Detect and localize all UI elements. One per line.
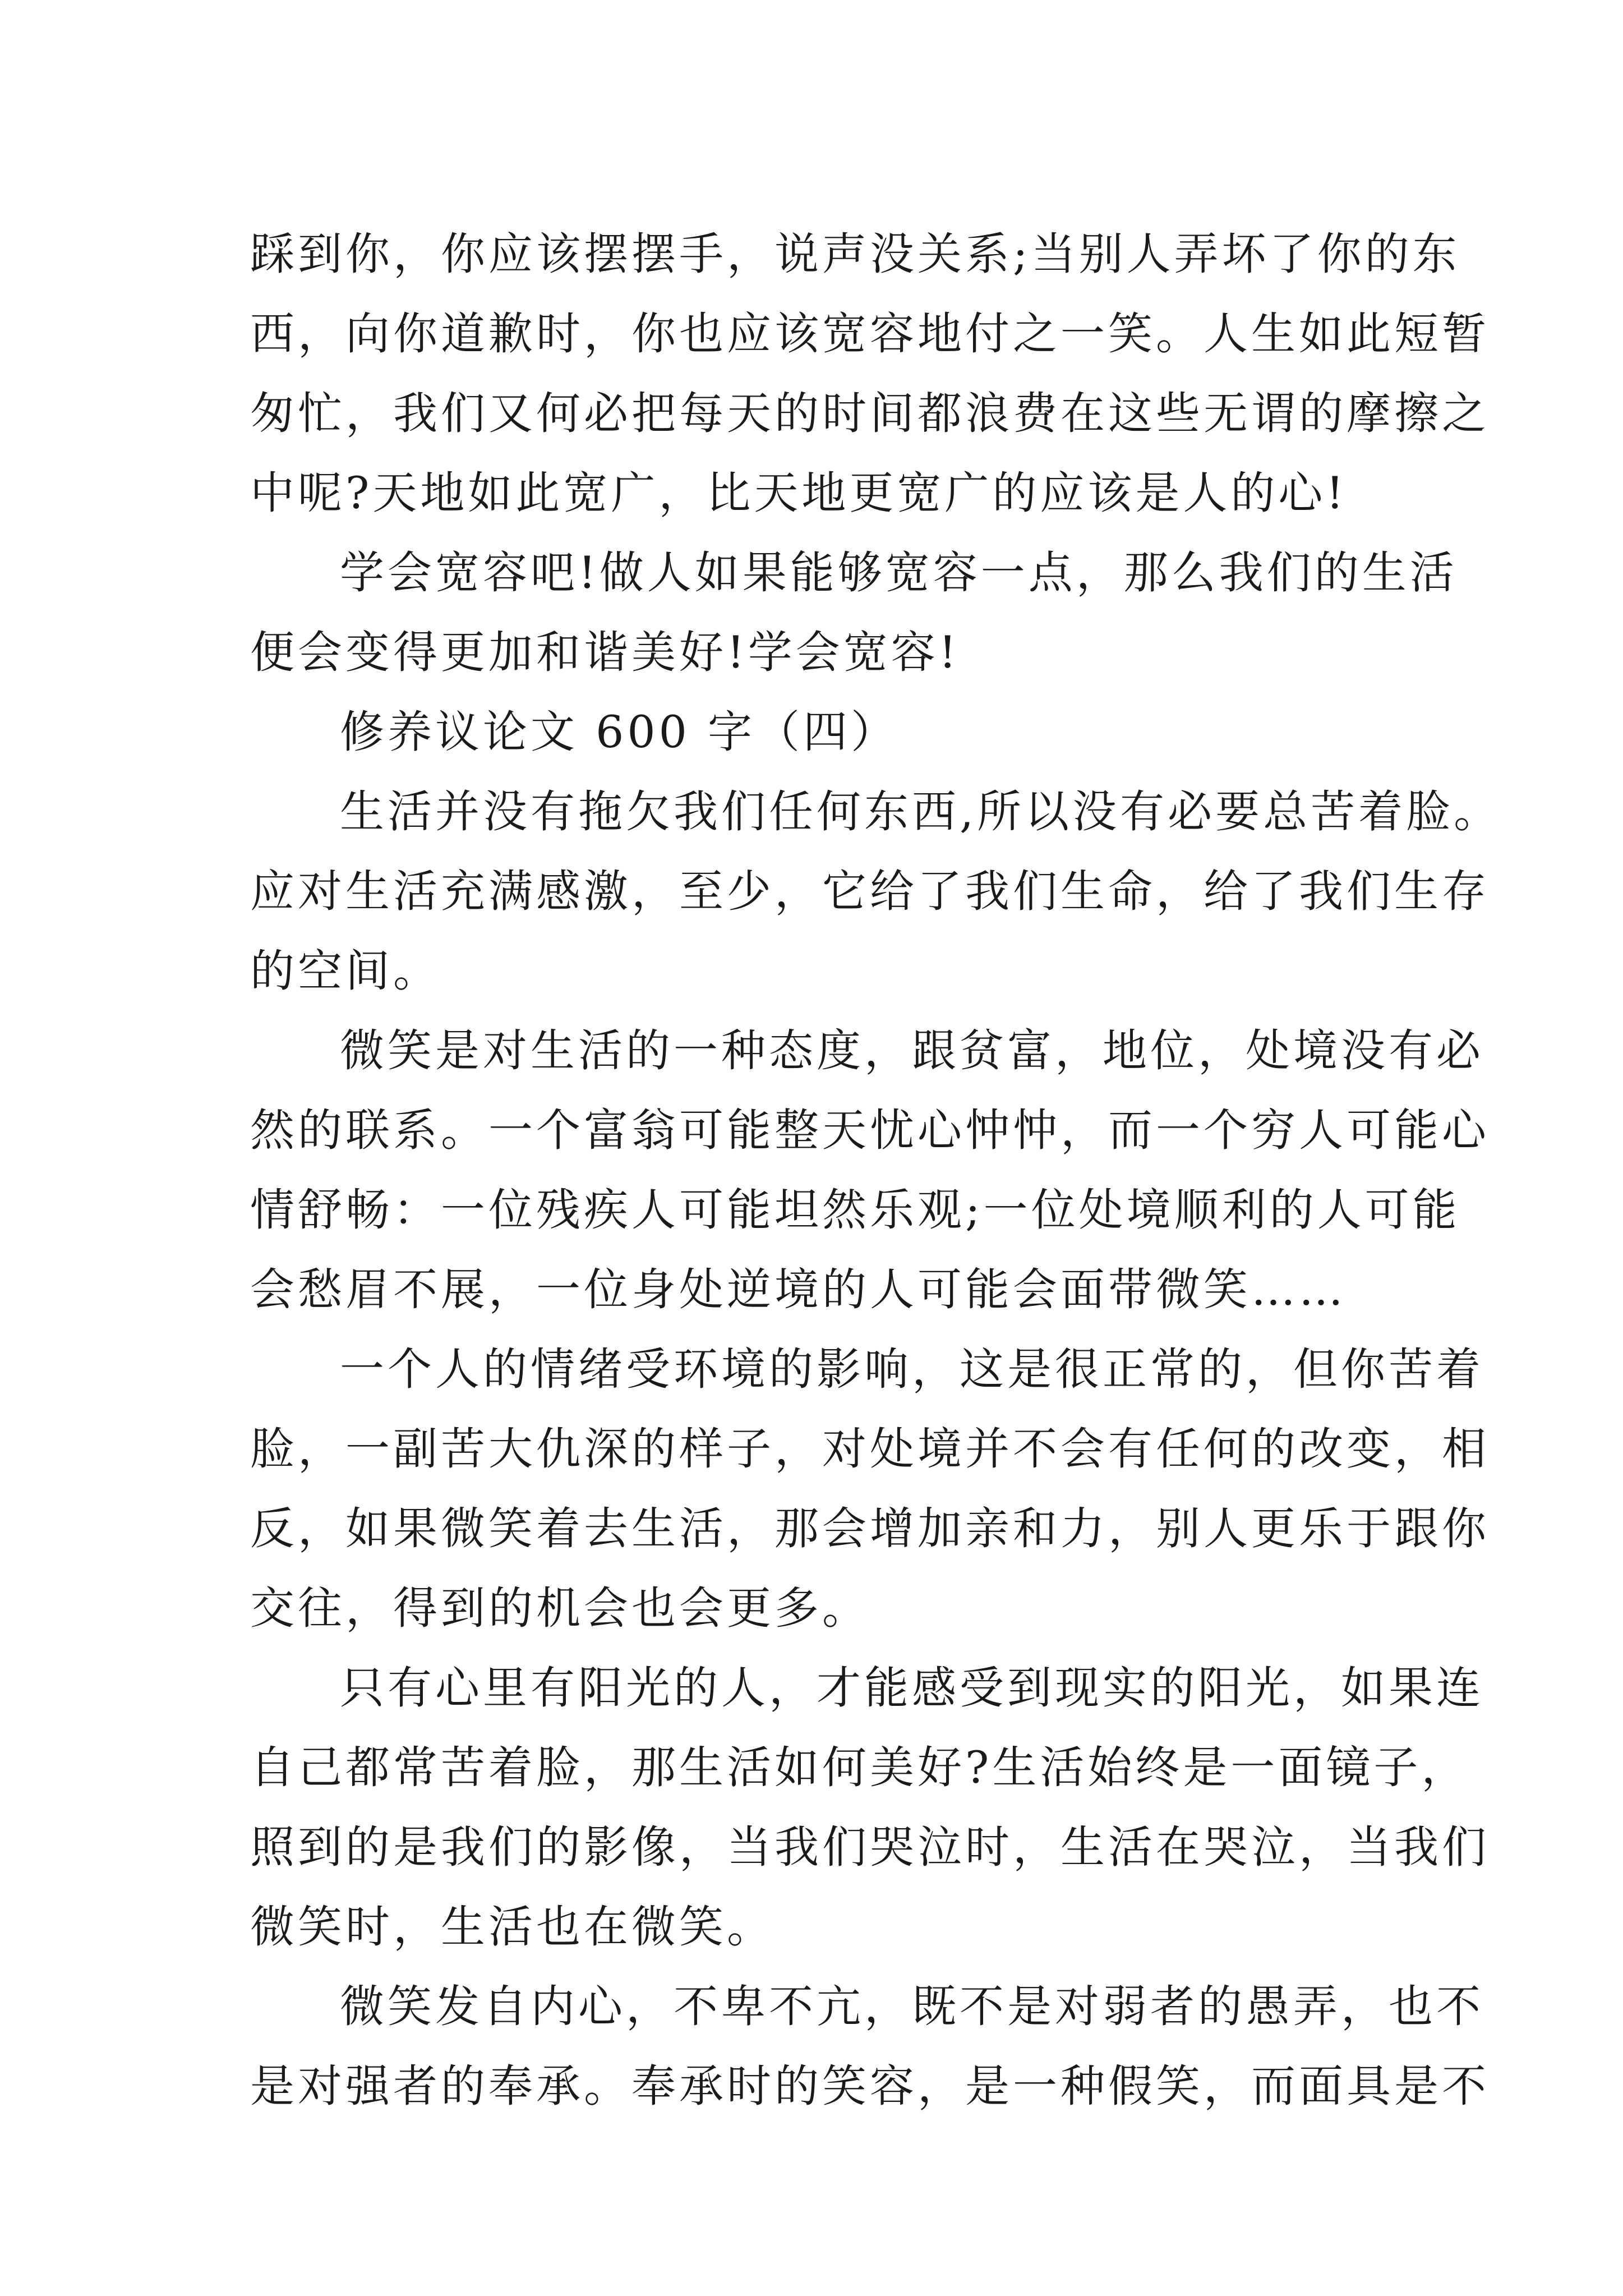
text-line: 学会宽容吧!做人如果能够宽容一点，那么我们的生活 [340, 547, 1458, 599]
text-line: 脸，一副苦大仇深的样子，对处境并不会有任何的改变，相 [250, 1423, 1490, 1475]
text-line: 中呢?天地如此宽广，比天地更宽广的应该是人的心! [250, 467, 1348, 519]
text-line: 交往，得到的机会也会更多。 [250, 1582, 870, 1634]
text-line: 应对生活充满感激，至少，它给了我们生命，给了我们生存 [250, 866, 1490, 917]
text-line: 匆忙，我们又何必把每天的时间都浪费在这些无谓的摩擦之 [250, 388, 1490, 439]
text-line: 便会变得更加和谐美好!学会宽容! [250, 627, 960, 678]
text-line: 生活并没有拖欠我们任何东西,所以没有必要总苦着脸。 [340, 786, 1502, 838]
text-line: 踩到你，你应该摆摆手，说声没关系;当别人弄坏了你的东 [250, 228, 1460, 280]
text-line: 一个人的情绪受环境的影响，这是很正常的，但你苦着 [340, 1343, 1484, 1395]
text-line: 情舒畅：一位残疾人可能坦然乐观;一位处境顺利的人可能 [250, 1184, 1460, 1236]
text-line: 的空间。 [250, 945, 441, 997]
text-line: 是对强者的奉承。奉承时的笑容，是一种假笑，而面具是不 [250, 2060, 1490, 2112]
text-line: 照到的是我们的影像，当我们哭泣时，生活在哭泣，当我们 [250, 1821, 1490, 1873]
text-line: 微笑是对生活的一种态度，跟贫富，地位，处境没有必 [340, 1025, 1484, 1076]
body-text [250, 214, 1502, 2126]
text-line: 反，如果微笑着去生活，那会增加亲和力，别人更乐于跟你 [250, 1503, 1490, 1554]
text-line: 微笑时，生活也在微笑。 [250, 1901, 774, 1953]
text-line: 修养议论文 600 字（四） [340, 706, 899, 758]
text-line: 只有心里有阳光的人，才能感受到现实的阳光，如果连 [340, 1662, 1484, 1714]
text-line: 然的联系。一个富翁可能整天忧心忡忡，而一个穷人可能心 [250, 1105, 1490, 1156]
text-line: 西，向你道歉时，你也应该宽容地付之一笑。人生如此短暂 [250, 308, 1490, 360]
text-line: 微笑发自内心，不卑不亢，既不是对弱者的愚弄，也不 [340, 1981, 1484, 2032]
text-line: 自己都常苦着脸，那生活如何美好?生活始终是一面镜子， [250, 1742, 1469, 1793]
text-line: 会愁眉不展，一位身处逆境的人可能会面带微笑…… [250, 1264, 1347, 1315]
